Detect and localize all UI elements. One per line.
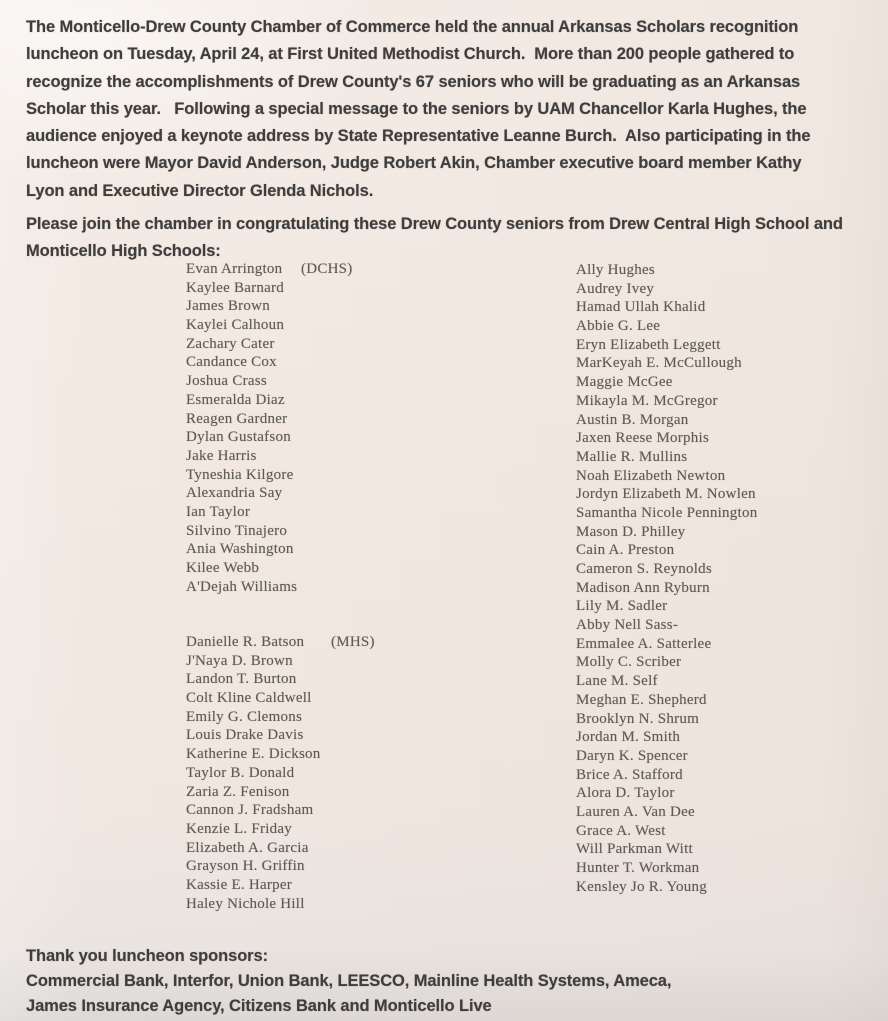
student-name: Eryn Elizabeth Leggett [576, 336, 721, 353]
student-name: Daryn K. Spencer [576, 747, 688, 764]
student-name: Zaria Z. Fenison [186, 783, 290, 800]
invite-paragraph [26, 211, 843, 266]
student-name: Maggie McGee [576, 374, 673, 391]
student-name: Alexandria Say [186, 485, 283, 502]
student-name: Ally Hughes [576, 262, 655, 278]
invite-paragraph-line: Please join the chamber in congratulating these Drew County seniors from Drew Central High School and [26, 215, 843, 233]
sponsors-heading: Thank you luncheon sponsors: [26, 947, 268, 965]
student-name: Esmeralda Diaz [186, 391, 285, 408]
student-name: Elizabeth A. Garcia [186, 839, 309, 856]
student-name: Dylan Gustafson [186, 429, 291, 446]
student-name: Kensley Jo R. Young [576, 878, 708, 895]
student-name: Emmalee A. Satterlee [576, 635, 712, 652]
student-name: Will Parkman Witt [576, 841, 693, 858]
intro-paragraph-line: luncheon were Mayor David Anderson, Judge Robert Akin, Chamber executive board member Kathy [26, 154, 802, 173]
student-name: Meghan E. Shepherd [576, 691, 707, 708]
student-name: J'Naya D. Brown [186, 652, 293, 669]
student-name: Lily M. Sadler [576, 598, 668, 615]
student-name: Brice A. Stafford [576, 766, 683, 783]
student-name: Kenzie L. Friday [186, 820, 293, 837]
student-name: Hunter T. Workman [576, 860, 700, 876]
dchs-student-list [186, 260, 297, 596]
student-name: Kassie E. Harper [186, 876, 293, 893]
student-name: Noah Elizabeth Newton [576, 467, 726, 484]
student-name: Tyneshia Kilgore [186, 466, 294, 483]
student-name: Mallie R. Mullins [576, 448, 688, 465]
student-name: Jordan M. Smith [576, 729, 681, 746]
student-name: Mikayla M. McGregor [576, 392, 718, 409]
student-name: Zachary Cater [186, 335, 275, 352]
student-name: Ian Taylor [186, 503, 251, 520]
student-name: Abbie G. Lee [576, 318, 661, 335]
student-name: Jaxen Reese Morphis [576, 430, 710, 447]
intro-paragraph-line: recognize the accomplishments of Drew County's 67 seniors who will be graduating as an Arkansas [26, 72, 801, 91]
mhs-school-tag: (MHS) [331, 634, 375, 650]
student-name: Cameron S. Reynolds [576, 561, 712, 577]
intro-paragraph-line: luncheon on Tuesday, April 24, at First United Methodist Church. More than 200 people gathered to [26, 45, 795, 64]
student-name: MarKeyah E. McCullough [576, 355, 742, 372]
student-name: A'Dejah Williams [186, 578, 298, 595]
student-name: Lane M. Self [576, 673, 658, 690]
student-name: Molly C. Scriber [576, 654, 682, 671]
student-name: Landon T. Burton [186, 671, 297, 688]
student-name: Lauren A. Van Dee [576, 803, 695, 820]
student-name: James Brown [186, 298, 270, 315]
intro-paragraph-line: Scholar this year. Following a special message to the seniors by UAM Chancellor Karla Hughes, the [26, 99, 807, 118]
student-name: Candance Cox [186, 354, 277, 371]
student-name: Kaylee Barnard [186, 279, 285, 296]
roster-column-mhs [186, 633, 375, 913]
student-name: Kaylei Calhoun [186, 317, 285, 334]
intro-paragraph-line: audience enjoyed a keynote address by State Representative Leanne Burch. Also participating in the [26, 127, 811, 146]
student-name: Jake Harris [186, 447, 257, 464]
roster-column-dchs [186, 260, 353, 596]
student-name: Cannon J. Fradsham [186, 802, 314, 819]
student-name: Emily G. Clemons [186, 708, 303, 725]
student-name: Brooklyn N. Shrum [576, 710, 700, 727]
intro-paragraph-line: Lyon and Executive Director Glenda Nichols. [26, 181, 374, 200]
student-name: Samantha Nicole Pennington [576, 504, 758, 521]
student-name: Madison Ann Ryburn [576, 579, 710, 596]
student-name: Silvino Tinajero [186, 522, 288, 539]
sponsors-line: James Insurance Agency, Citizens Bank and Monticello Live [26, 997, 492, 1015]
student-name: Evan Arrington [186, 261, 283, 277]
student-name: Cain A. Preston [576, 542, 675, 559]
student-name: Kilee Webb [186, 560, 260, 576]
invite-paragraph-line: Monticello High Schools: [26, 242, 221, 261]
student-name: Grace A. West [576, 822, 666, 839]
student-name: Colt Kline Caldwell [186, 690, 312, 707]
right-student-list [576, 261, 757, 896]
intro-paragraph-line: The Monticello-Drew County Chamber of Commerce held the annual Arkansas Scholars recognition [26, 18, 799, 36]
student-name: Mason D. Philley [576, 523, 686, 540]
intro-paragraph [26, 14, 810, 205]
sponsors-lines [26, 969, 671, 1019]
student-name: Taylor B. Donald [186, 764, 295, 781]
sponsors-section [26, 944, 671, 1019]
student-name: Reagen Gardner [186, 410, 288, 427]
student-name: Alora D. Taylor [576, 785, 675, 802]
student-name: Ania Washington [186, 541, 294, 558]
student-name: Haley Nichole Hill [186, 895, 305, 912]
student-name: Hamad Ullah Khalid [576, 299, 706, 316]
mhs-student-list [186, 633, 321, 913]
sponsors-line: Commercial Bank, Interfor, Union Bank, LEESCO, Mainline Health Systems, Ameca, [26, 972, 672, 990]
student-name: Louis Drake Davis [186, 727, 304, 744]
roster-column-right [576, 261, 757, 896]
student-name: Austin B. Morgan [576, 411, 689, 428]
student-name: Jordyn Elizabeth M. Nowlen [576, 486, 756, 503]
student-name: Audrey Ivey [576, 280, 655, 297]
student-name: Abby Nell Sass- [576, 617, 679, 634]
student-name: Katherine E. Dickson [186, 746, 321, 763]
student-name: Grayson H. Griffin [186, 858, 305, 875]
student-name: Joshua Crass [186, 373, 267, 390]
student-name: Danielle R. Batson [186, 634, 305, 650]
dchs-school-tag: (DCHS) [301, 261, 353, 277]
